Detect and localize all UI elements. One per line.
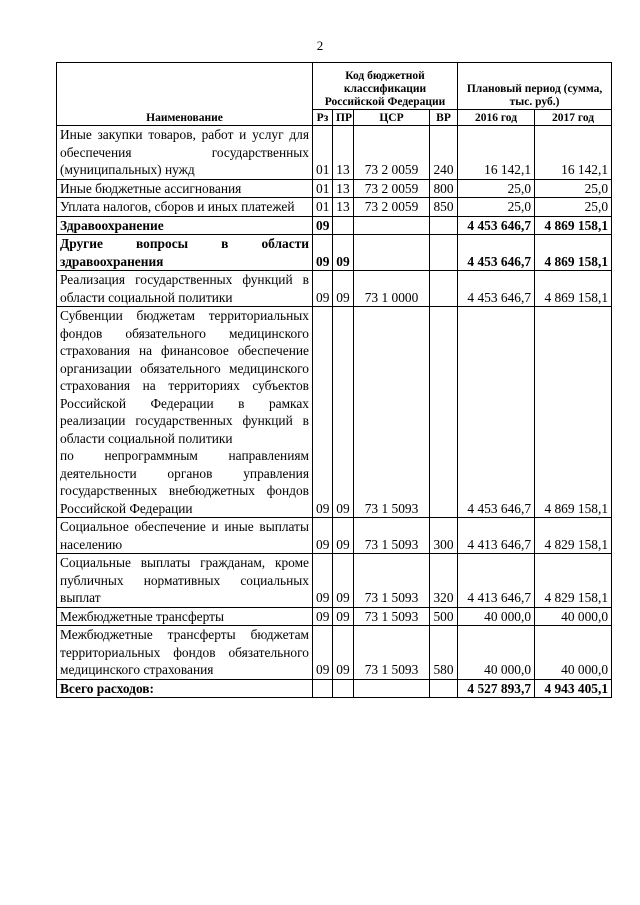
row-pr: 09	[333, 626, 354, 680]
header-pr: ПР	[333, 110, 354, 126]
row-2016: 4 413 646,7	[458, 518, 535, 554]
row-pr: 13	[333, 198, 354, 217]
header-name: Наименование	[57, 63, 313, 126]
row-name: Иные бюджетные ассигнования	[57, 179, 313, 198]
row-2016: 40 000,0	[458, 607, 535, 626]
row-name: Социальные выплаты гражданам, кроме публичных нормативных социальных выплат	[57, 554, 313, 608]
row-rz: 09	[313, 554, 333, 608]
row-rz	[313, 679, 333, 698]
row-2016: 25,0	[458, 198, 535, 217]
row-csr: 73 1 0000	[354, 271, 430, 307]
table-row	[57, 518, 612, 554]
table-row	[57, 307, 612, 518]
row-2016: 4 527 893,7	[458, 679, 535, 698]
table-row	[57, 271, 612, 307]
row-pr: 09	[333, 271, 354, 307]
table-row	[57, 179, 612, 198]
row-2016: 16 142,1	[458, 126, 535, 180]
row-csr: 73 2 0059	[354, 126, 430, 180]
row-2016: 25,0	[458, 179, 535, 198]
row-2016: 4 453 646,7	[458, 307, 535, 518]
row-name: Реализация государственных функций в области социальной политики	[57, 271, 313, 307]
header-plan-group: Плановый период (сумма, тыс. руб.)	[458, 63, 612, 110]
row-vr	[430, 271, 458, 307]
row-pr	[333, 679, 354, 698]
row-name: Здравоохранение	[57, 216, 313, 235]
page-number: 2	[316, 38, 324, 53]
row-name: Иные закупки товаров, работ и услуг для обеспечения государственных (муниципальных) нужд	[57, 126, 313, 180]
row-rz: 09	[313, 235, 333, 271]
row-csr	[354, 216, 430, 235]
row-vr: 580	[430, 626, 458, 680]
row-2017: 4 869 158,1	[535, 235, 612, 271]
row-name: Социальное обеспечение и иные выплаты населению	[57, 518, 313, 554]
table-row	[57, 198, 612, 217]
row-csr: 73 1 5093	[354, 554, 430, 608]
row-pr	[333, 216, 354, 235]
row-2017: 40 000,0	[535, 607, 612, 626]
row-2016: 4 453 646,7	[458, 216, 535, 235]
row-csr: 73 1 5093	[354, 518, 430, 554]
row-csr: 73 2 0059	[354, 179, 430, 198]
row-2017: 4 829 158,1	[535, 554, 612, 608]
row-vr	[430, 307, 458, 518]
row-rz: 09	[313, 607, 333, 626]
row-2016: 4 413 646,7	[458, 554, 535, 608]
table-row	[57, 126, 612, 180]
row-pr: 09	[333, 518, 354, 554]
row-vr	[430, 235, 458, 271]
header-2016: 2016 год	[458, 110, 535, 126]
row-pr: 09	[333, 607, 354, 626]
row-2016: 40 000,0	[458, 626, 535, 680]
row-csr: 73 1 5093	[354, 607, 430, 626]
row-name: Всего расходов:	[57, 679, 313, 698]
row-csr: 73 1 5093	[354, 626, 430, 680]
table-row	[57, 554, 612, 608]
row-vr: 240	[430, 126, 458, 180]
row-2017: 4 869 158,1	[535, 216, 612, 235]
row-name: Межбюджетные трансферты бюджетам территориальных фондов обязательного медицинского страхования	[57, 626, 313, 680]
row-vr: 850	[430, 198, 458, 217]
header-rz: Рз	[313, 110, 333, 126]
row-vr: 500	[430, 607, 458, 626]
row-2017: 16 142,1	[535, 126, 612, 180]
row-2017: 4 943 405,1	[535, 679, 612, 698]
header-2017: 2017 год	[535, 110, 612, 126]
row-pr: 09	[333, 554, 354, 608]
row-rz: 01	[313, 198, 333, 217]
row-pr: 09	[333, 235, 354, 271]
row-pr: 09	[333, 307, 354, 518]
row-pr: 13	[333, 126, 354, 180]
row-vr: 300	[430, 518, 458, 554]
row-2017: 40 000,0	[535, 626, 612, 680]
row-2017: 4 869 158,1	[535, 271, 612, 307]
row-2017: 25,0	[535, 179, 612, 198]
row-rz: 09	[313, 216, 333, 235]
row-vr: 320	[430, 554, 458, 608]
table-row	[57, 216, 612, 235]
header-vr: ВР	[430, 110, 458, 126]
row-vr	[430, 679, 458, 698]
row-vr: 800	[430, 179, 458, 198]
row-name: Другие вопросы в области здравоохранения	[57, 235, 313, 271]
row-rz: 09	[313, 626, 333, 680]
row-2016: 4 453 646,7	[458, 235, 535, 271]
row-2017: 25,0	[535, 198, 612, 217]
header-code-group: Код бюджетной классификации Российской Федерации	[313, 63, 458, 110]
row-vr	[430, 216, 458, 235]
row-name-part: Субвенции бюджетам территориальных фондов обязательного медицинского страхования на финансовое обеспечение организации обязательного медицинского страхования на территориях субъектов Российской Федерации в рамках реализации государственных функций в области социальной политики	[60, 308, 309, 446]
row-csr: 73 2 0059	[354, 198, 430, 217]
row-pr: 13	[333, 179, 354, 198]
row-csr: 73 1 5093	[354, 307, 430, 518]
row-csr	[354, 235, 430, 271]
row-2017: 4 869 158,1	[535, 307, 612, 518]
row-rz: 01	[313, 126, 333, 180]
row-rz: 09	[313, 271, 333, 307]
table-row-total	[57, 679, 612, 698]
row-rz: 01	[313, 179, 333, 198]
row-rz: 09	[313, 518, 333, 554]
row-rz: 09	[313, 307, 333, 518]
row-2017: 4 829 158,1	[535, 518, 612, 554]
row-name	[57, 307, 313, 518]
budget-table	[56, 62, 612, 698]
row-name-part: по непрограммным направлениям деятельности органов управления государственных внебюджетных фондов Российской Федерации	[60, 448, 309, 516]
table-row	[57, 626, 612, 680]
table-row	[57, 607, 612, 626]
row-csr	[354, 679, 430, 698]
header-csr: ЦСР	[354, 110, 430, 126]
row-2016: 4 453 646,7	[458, 271, 535, 307]
table-row	[57, 235, 612, 271]
row-name: Уплата налогов, сборов и иных платежей	[57, 198, 313, 217]
row-name: Межбюджетные трансферты	[57, 607, 313, 626]
